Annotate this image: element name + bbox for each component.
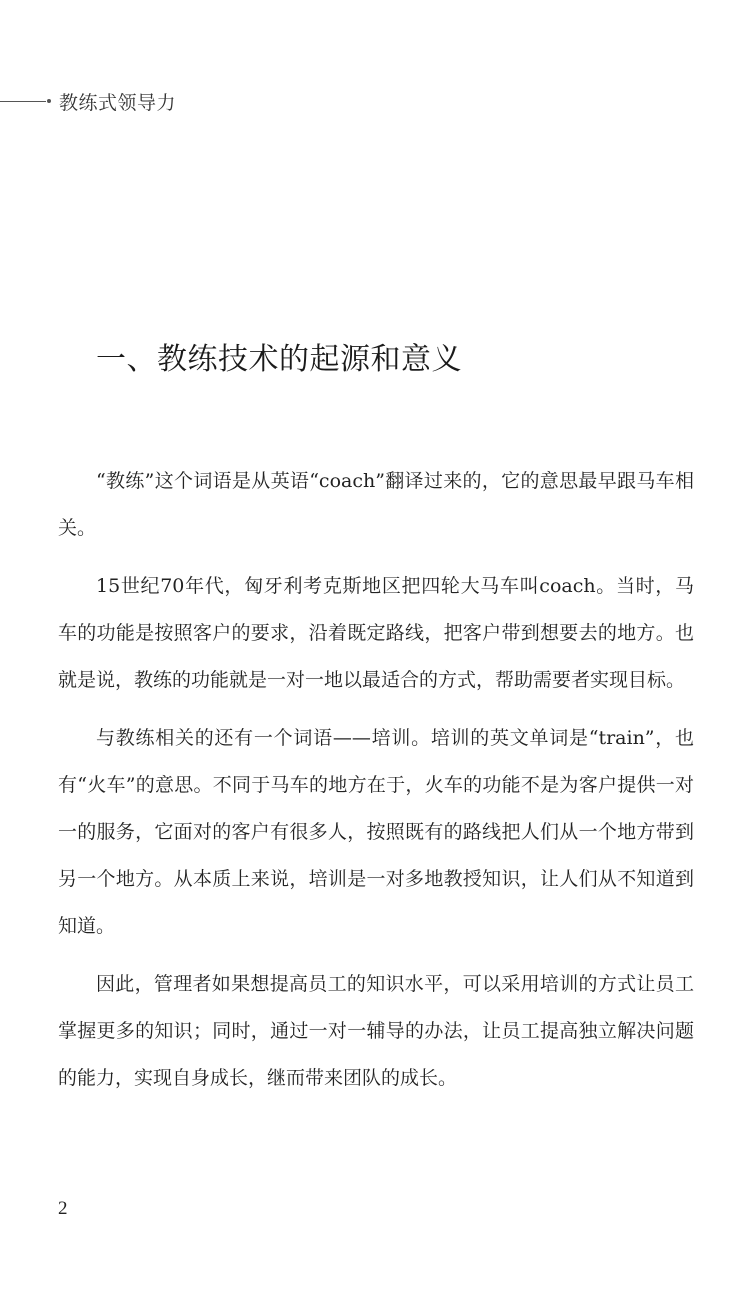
running-head-dot-icon — [47, 99, 51, 103]
section-title: 一、教练技术的起源和意义 — [96, 342, 462, 377]
body-text — [58, 458, 694, 1113]
paragraph-3: 与教练相关的还有一个词语——培训。培训的英文单词是“train”，也有“火车”的意思。不同于马车的地方在于，火车的功能不是为客户提供一对一的服务，它面对的客户有很多人，按照既有的路线把人们从一个地方带到另一个地方。从本质上来说，培训是一对多地教授知识，让人们从不知道到知道。 — [58, 727, 694, 937]
running-head-rule — [0, 101, 46, 102]
paragraph-2: 15世纪70年代，匈牙利考克斯地区把四轮大马车叫coach。当时，马车的功能是按照客户的要求，沿着既定路线，把客户带到想要去的地方。也就是说，教练的功能就是一对一地以最适合的方式，帮助需要者实现目标。 — [58, 575, 694, 691]
page-number: 2 — [58, 1198, 68, 1219]
paragraph-1: “教练”这个词语是从英语“coach”翻译过来的，它的意思最早跟马车相关。 — [58, 470, 694, 539]
paragraph-4: 因此，管理者如果想提高员工的知识水平，可以采用培训的方式让员工掌握更多的知识；同时，通过一对一辅导的办法，让员工提高独立解决问题的能力，实现自身成长，继而带来团队的成长。 — [58, 973, 694, 1089]
running-head — [0, 86, 176, 116]
running-head-title: 教练式领导力 — [59, 91, 177, 114]
